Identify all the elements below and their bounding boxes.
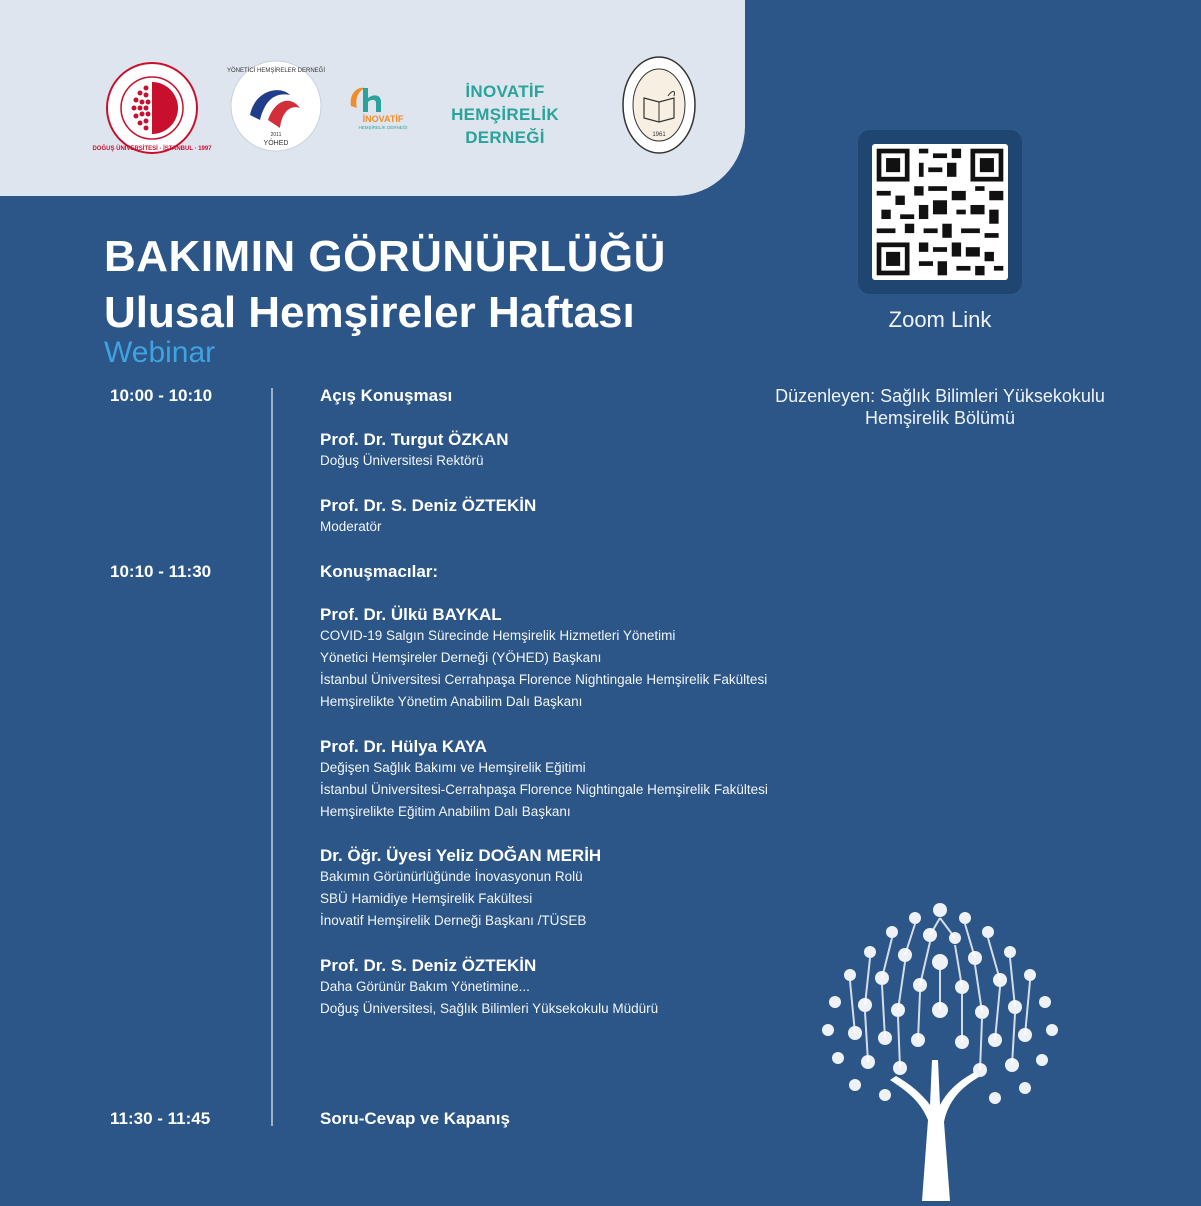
zoom-qr-code[interactable]: [858, 130, 1022, 294]
yohed-logo: [226, 60, 326, 152]
speaker-line: Hemşirelikte Yönetim Anabilim Dalı Başkanı: [320, 694, 583, 709]
dogus-university-logo: [92, 62, 212, 154]
slot3-heading: Soru-Cevap ve Kapanış: [320, 1109, 510, 1128]
speaker-role: Moderatör: [320, 519, 382, 534]
slot2-speaker-4: [320, 956, 658, 1020]
organizer: [740, 385, 1140, 429]
qr-code-icon: [872, 144, 1008, 280]
slot3-time: 11:30 - 11:45: [110, 1109, 211, 1128]
schedule-divider: [271, 388, 273, 1126]
zoom-link-label: Zoom Link: [888, 307, 992, 332]
title-webinar: Webinar: [104, 336, 216, 369]
inovatif-small-subtext: HEMŞİRELİK DERNEĞİ: [358, 125, 408, 130]
inovatif-name: [420, 80, 590, 149]
speaker-name: Prof. Dr. S. Deniz ÖZTEKİN: [320, 496, 537, 515]
inovatif-name-line1: İNOVATİF HEMŞİRELİK: [451, 82, 559, 124]
speaker-line: Daha Görünür Bakım Yönetimine...: [320, 979, 530, 994]
yohed-year: 2011: [270, 132, 282, 138]
organizer-line1: Düzenleyen: Sağlık Bilimleri Yüksekokulu: [775, 386, 1105, 406]
speaker-name: Prof. Dr. Turgut ÖZKAN: [320, 430, 509, 449]
speaker-name: Dr. Öğr. Üyesi Yeliz DOĞAN MERİH: [320, 846, 602, 865]
slot1-time: 10:00 - 10:10: [110, 386, 213, 405]
slot2-speaker-1: [320, 605, 767, 713]
speaker-line: SBÜ Hamidiye Hemşirelik Fakültesi: [320, 891, 533, 906]
speaker-line: Doğuş Üniversitesi, Sağlık Bilimleri Yüksekokulu Müdürü: [320, 1001, 659, 1016]
slot2-time: 10:10 - 11:30: [110, 562, 212, 581]
inovatif-small-text: İNOVATİF: [362, 114, 404, 124]
speaker-name: Prof. Dr. Hülya KAYA: [320, 737, 487, 756]
yohed-ring-text: YÖNETİCİ HEMŞİRELER DERNEĞİ: [226, 68, 326, 74]
logo-bar: [0, 0, 745, 196]
speaker-line: Hemşirelikte Eğitim Anabilim Dalı Başkanı: [320, 804, 571, 819]
yohed-abbr: YÖHED: [263, 140, 289, 147]
speaker-line: İstanbul Üniversitesi Cerrahpaşa Florence Nightingale Hemşirelik Fakültesi: [320, 672, 768, 687]
speaker-line: Değişen Sağlık Bakımı ve Hemşirelik Eğitimi: [320, 760, 586, 775]
inovatif-logo: [343, 76, 421, 130]
speaker-line: Yönetici Hemşireler Derneği (YÖHED) Başkanı: [320, 650, 602, 665]
organizer-line2: Hemşirelik Bölümü: [864, 408, 1016, 428]
people-tree-icon: [810, 890, 1070, 1206]
speaker-role: Doğuş Üniversitesi Rektörü: [320, 453, 484, 468]
title-sub: Ulusal Hemşireler Haftası: [104, 288, 635, 337]
speaker-line: İnovatif Hemşirelik Derneği Başkanı /TÜSEB: [320, 913, 587, 928]
inovatif-name-line2: DERNEĞİ: [465, 128, 545, 147]
faculty-seal-logo: [622, 56, 696, 154]
speaker-name: Prof. Dr. Ülkü BAYKAL: [320, 605, 502, 624]
speaker-line: İstanbul Üniversitesi-Cerrahpaşa Florence Nightingale Hemşirelik Fakültesi: [320, 782, 768, 797]
speaker-line: COVID-19 Salgın Sürecinde Hemşirelik Hizmetleri Yönetimi: [320, 628, 676, 643]
title-main: BAKIMIN GÖRÜNÜRLÜĞÜ: [104, 232, 666, 281]
faculty-seal-year: 1961: [652, 132, 666, 138]
slot2-heading: Konuşmacılar:: [320, 562, 439, 581]
slot2-speaker-3: [320, 846, 601, 932]
speaker-line: Bakımın Görünürlüğünde İnovasyonun Rolü: [320, 869, 583, 884]
slot2-speaker-2: [320, 737, 768, 823]
speaker-name: Prof. Dr. S. Deniz ÖZTEKİN: [320, 956, 537, 975]
dogus-logo-text: DOĞUŞ ÜNİVERSİTESİ · İSTANBUL · 1997: [92, 146, 212, 152]
slot1-speaker1: [320, 430, 509, 472]
slot1-speaker2: [320, 496, 536, 538]
slot1-heading: Açış Konuşması: [320, 386, 453, 405]
